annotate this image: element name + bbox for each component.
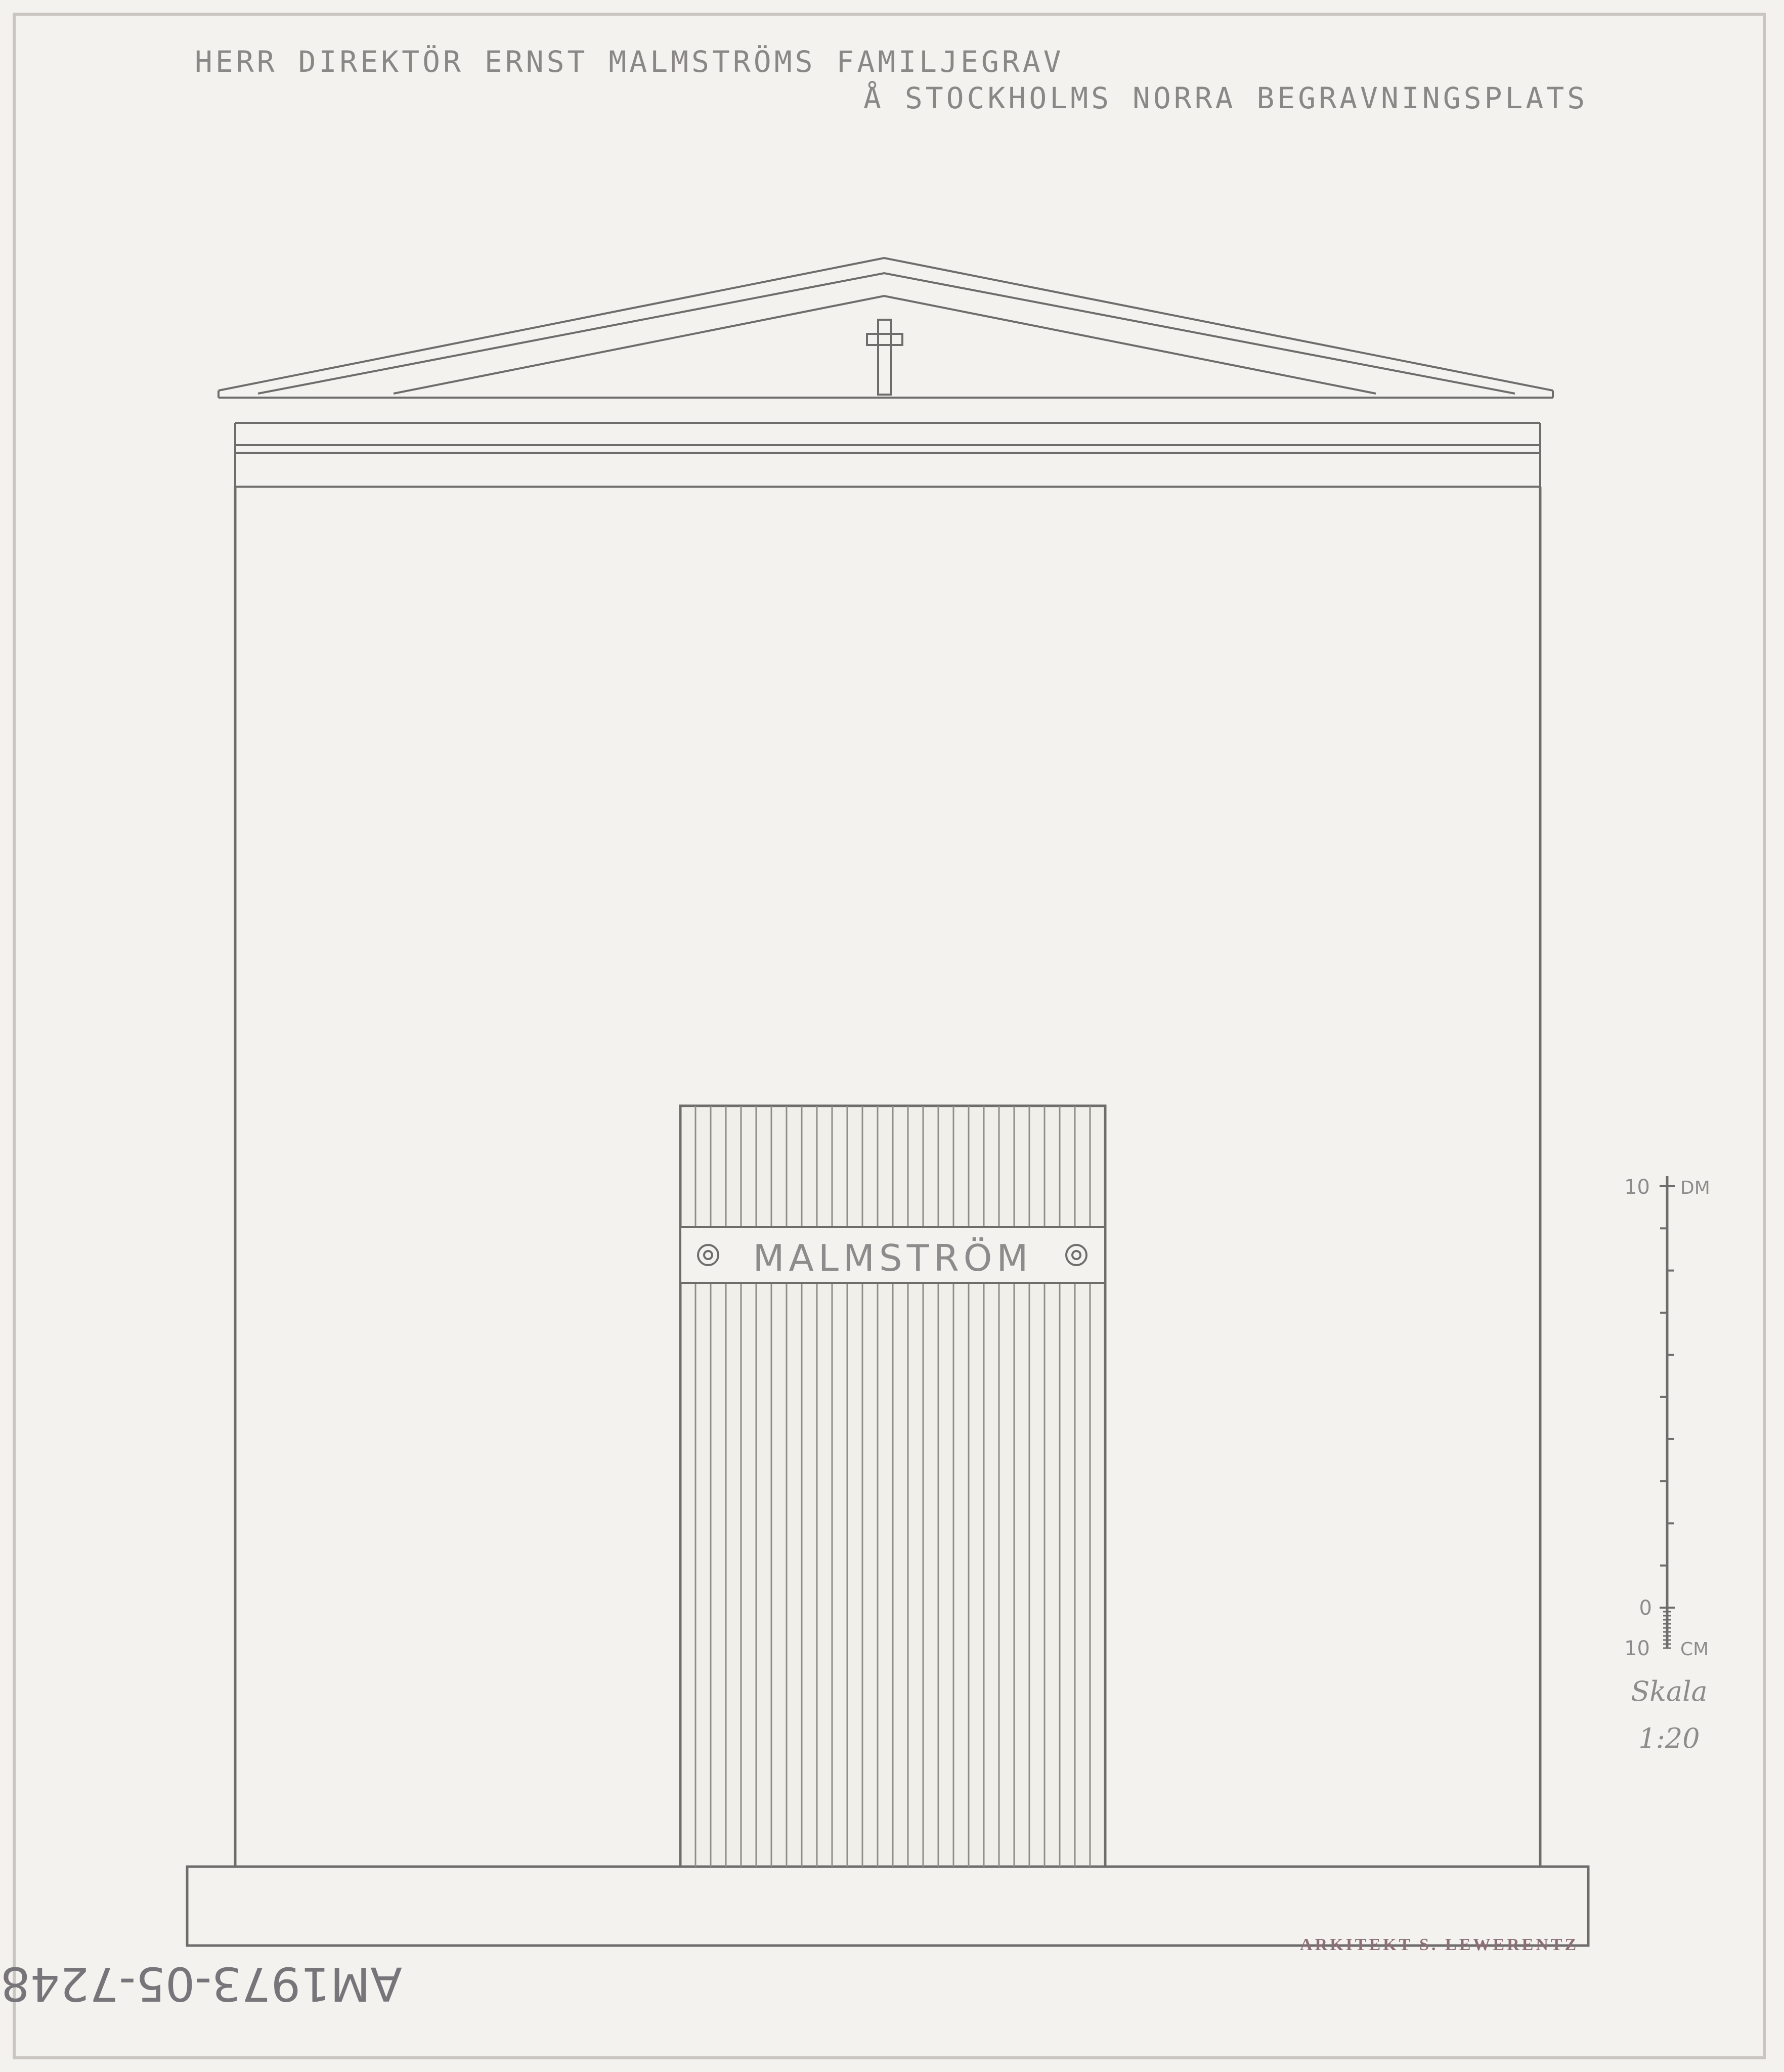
inventory-number: AM1973-05-7248 xyxy=(0,1957,402,2011)
scale-top-unit: DM xyxy=(1680,1178,1710,1198)
door-inscription: MALMSTRÖM xyxy=(753,1237,1033,1279)
pediment-outer-line xyxy=(219,258,1553,391)
scale-ratio: 1:20 xyxy=(1638,1722,1700,1754)
entablature xyxy=(235,423,1540,487)
title-line-2: Å STOCKHOLMS NORRA BEGRAVNINGSPLATS xyxy=(863,81,1588,115)
door xyxy=(680,1106,1105,1867)
title-line-1: HERR DIREKTÖR ERNST MALMSTRÖMS FAMILJEGRAV xyxy=(195,45,1064,79)
scale-bar xyxy=(1624,1176,1710,1754)
architect-credit: ARKITEKT S. LEWERENTZ xyxy=(1300,1935,1579,1954)
scale-top-value: 10 xyxy=(1624,1176,1650,1199)
pediment xyxy=(219,258,1553,398)
scale-bottom-value: 10 xyxy=(1624,1637,1650,1660)
scale-caption: Skala xyxy=(1631,1675,1708,1707)
scale-zero-label: 0 xyxy=(1639,1596,1652,1620)
plinth xyxy=(187,1867,1588,1946)
scale-bottom-unit: CM xyxy=(1680,1639,1709,1660)
cross-icon xyxy=(867,320,902,395)
